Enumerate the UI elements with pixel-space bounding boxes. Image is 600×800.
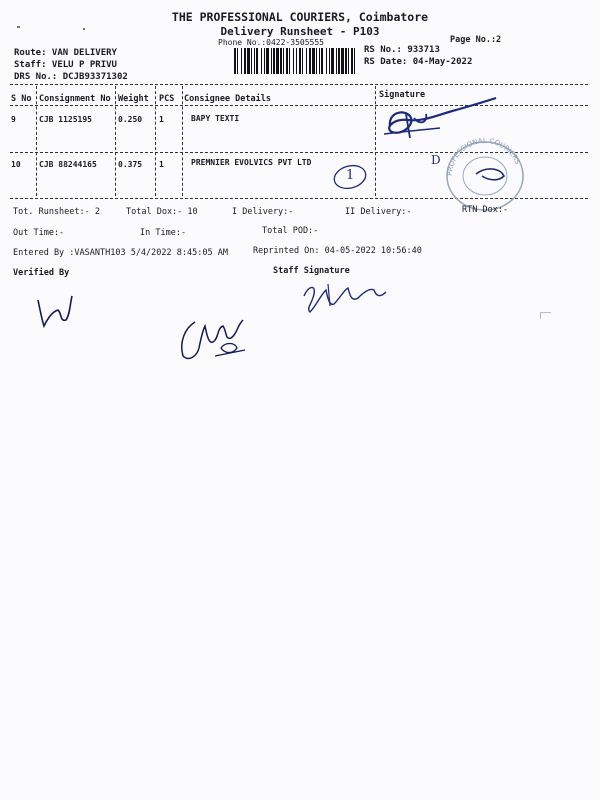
staff-signature-label: Staff Signature (273, 266, 350, 276)
handwritten-numeral: 1 (346, 168, 355, 183)
stamp-text: PROFESSIONAL COURIERS (445, 138, 522, 177)
row-pcs: 1 (159, 115, 164, 124)
scan-speck (540, 312, 551, 319)
row-consignment: CJB 1125195 (39, 115, 92, 124)
reprinted-on: Reprinted On: 04-05-2022 10:56:40 (253, 246, 422, 256)
total-runsheet: Tot. Runsheet:- 2 (13, 207, 100, 217)
row-sno: 9 (11, 115, 16, 124)
drs-number: DRS No.: DCJB93371302 (14, 72, 128, 82)
handwritten-mark (332, 162, 368, 196)
column-header: Consignment No (39, 94, 111, 104)
header-rule (10, 105, 588, 106)
scan-speck (83, 28, 85, 30)
staff: Staff: VELU P PRIVU (14, 60, 117, 70)
verified-by-label: Verified By (13, 268, 70, 278)
table-top-rule (10, 84, 588, 85)
row-consignment: CJB 88244165 (39, 160, 97, 169)
column-divider (115, 86, 116, 196)
column-divider (36, 86, 37, 196)
column-header: Signature (379, 90, 426, 100)
verifier-initials-signature (30, 290, 80, 330)
rs-date: RS Date: 04-May-2022 (364, 57, 473, 67)
first-delivery: I Delivery:- (232, 207, 294, 217)
page-number: Page No.:2 (450, 35, 502, 45)
staff-signature (300, 276, 390, 316)
handwritten-letter: D (431, 153, 441, 167)
column-header: PCS (159, 94, 175, 104)
row-weight: 0.250 (118, 115, 143, 124)
second-delivery: II Delivery:- (345, 207, 412, 217)
barcode (232, 48, 360, 78)
rs-number: RS No.: 933713 (364, 45, 440, 55)
in-time: In Time:- (140, 228, 187, 238)
out-time: Out Time:- (13, 228, 65, 238)
column-header: Consignee Details (184, 94, 271, 104)
document-title: Delivery Runsheet - P103 (220, 25, 380, 38)
entered-by: Entered By :VASANTH103 5/4/2022 8:45:05 AM (13, 248, 228, 258)
return-dox: RTN Dox:- (462, 205, 509, 215)
row-consignee: PREMNIER EVOLVICS PVT LTD (191, 158, 312, 167)
company-name: THE PROFESSIONAL COURIERS, Coimbatore (171, 10, 429, 24)
column-divider (182, 86, 183, 196)
column-divider (375, 86, 376, 196)
scan-speck (17, 26, 20, 28)
row-consignee: BAPY TEXTI (191, 114, 240, 123)
row-sno: 10 (11, 160, 21, 169)
row-pcs: 1 (159, 160, 164, 169)
row-weight: 0.375 (118, 160, 143, 169)
verifier-signature (175, 308, 255, 368)
total-pod: Total POD:- (262, 226, 319, 236)
column-header: Weight (118, 94, 149, 104)
phone-number: Phone No.:0422-3505555 (218, 38, 324, 47)
route: Route: VAN DELIVERY (14, 48, 117, 58)
column-header: S No (11, 94, 32, 104)
total-dox: Total Dox:- 10 (126, 207, 198, 217)
column-divider (155, 86, 156, 196)
